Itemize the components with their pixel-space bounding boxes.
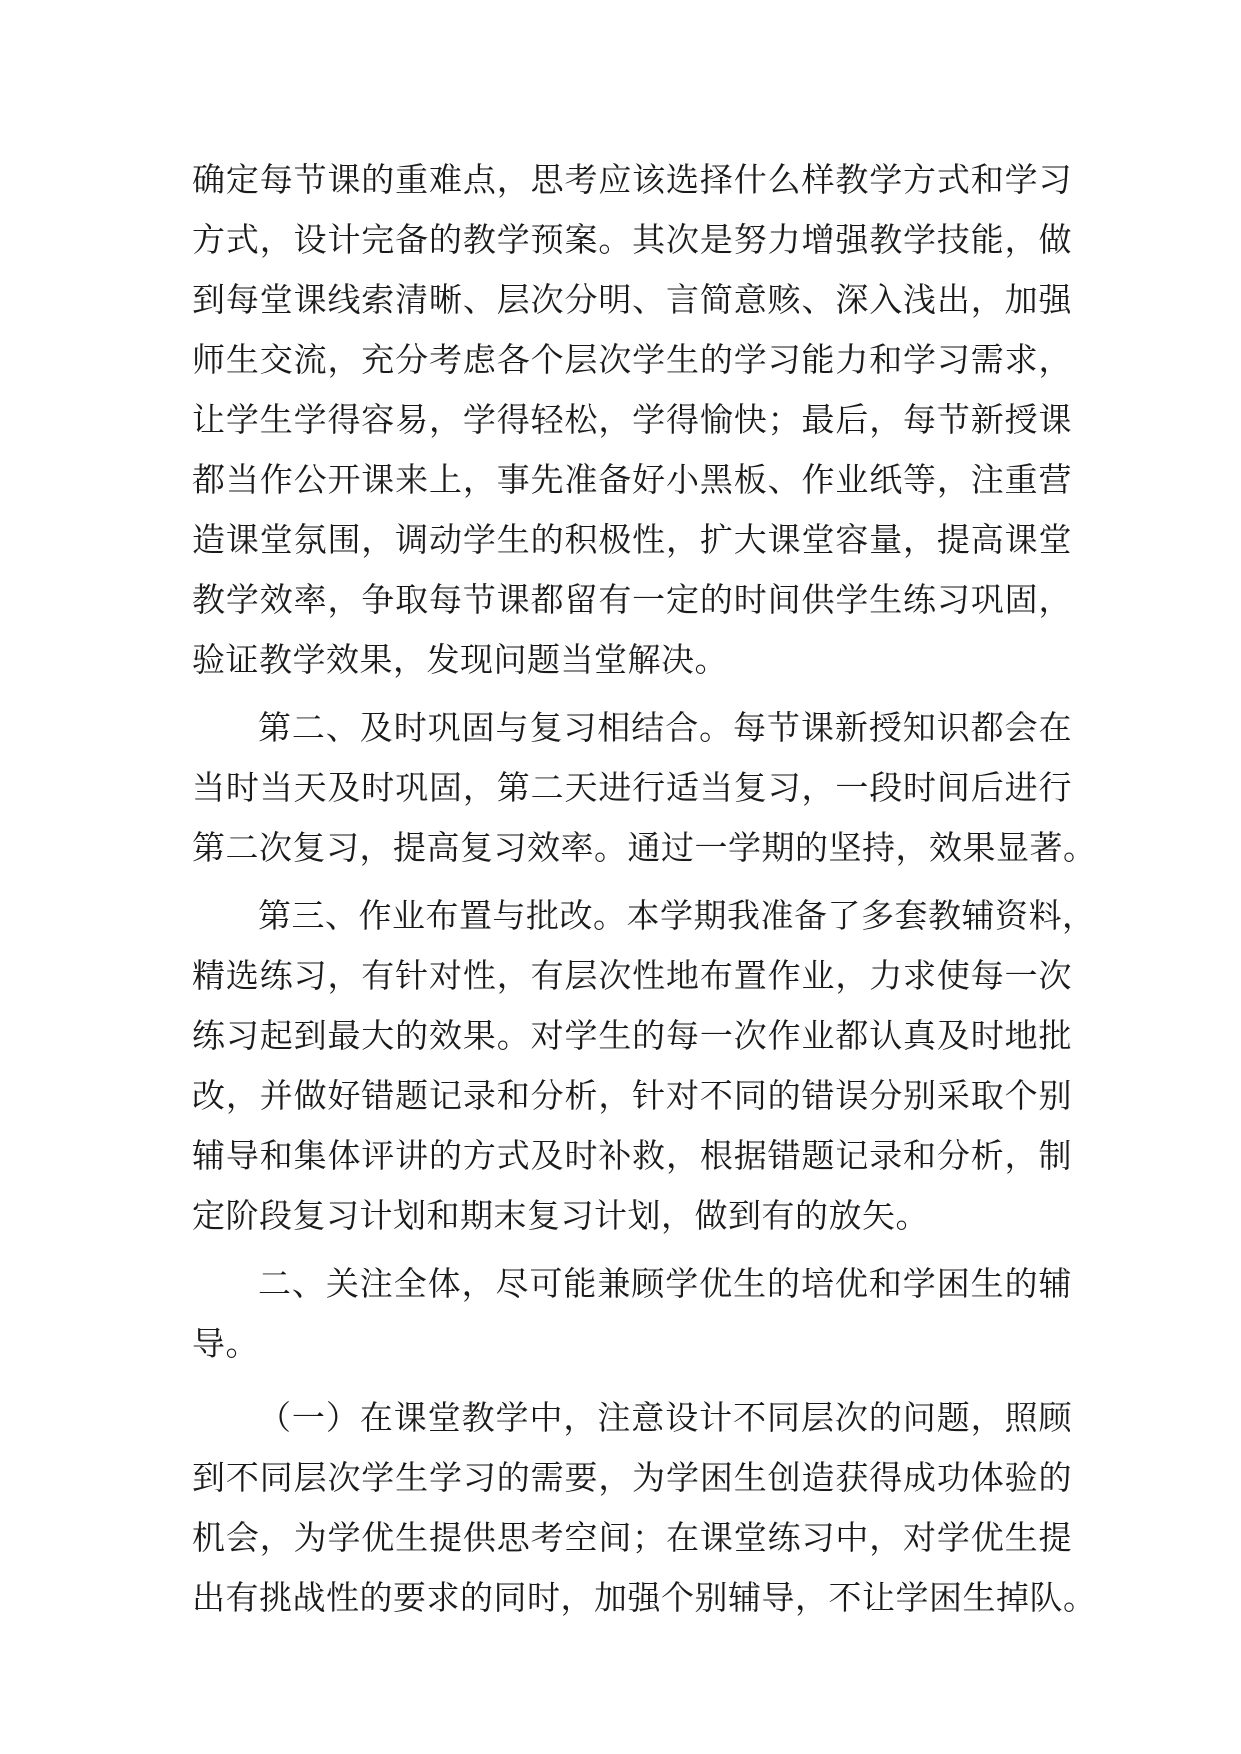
text-line: 都当作公开课来上，事先准备好小黑板、作业纸等，注重营 bbox=[192, 460, 1072, 499]
section-heading-two bbox=[192, 1254, 1072, 1374]
text-line: 改，并做好错题记录和分析，针对不同的错误分别采取个别 bbox=[192, 1076, 1072, 1115]
text-line: 到每堂课线索清晰、层次分明、言简意赅、深入浅出，加强 bbox=[192, 280, 1072, 319]
paragraph-homework bbox=[192, 886, 1096, 1246]
text-line: 二、关注全体，尽可能兼顾学优生的培优和学困生的辅 bbox=[258, 1264, 1072, 1303]
text-line: 精选练习，有针对性，有层次性地布置作业，力求使每一次 bbox=[192, 956, 1072, 995]
text-line: 确定每节课的重难点，思考应该选择什么样教学方式和学习 bbox=[192, 160, 1072, 199]
text-line: 让学生学得容易，学得轻松，学得愉快；最后，每节新授课 bbox=[192, 400, 1072, 439]
text-line: 当时当天及时巩固，第二天进行适当复习，一段时间后进行 bbox=[192, 768, 1072, 807]
text-line: 造课堂氛围，调动学生的积极性，扩大课堂容量，提高课堂 bbox=[192, 520, 1072, 559]
text-line: 导。 bbox=[192, 1324, 259, 1363]
paragraph-consolidation bbox=[192, 698, 1097, 878]
text-line: 练习起到最大的效果。对学生的每一次作业都认真及时地批 bbox=[192, 1016, 1072, 1055]
text-line: 定阶段复习计划和期末复习计划，做到有的放矢。 bbox=[192, 1196, 929, 1235]
text-line: 方式，设计完备的教学预案。其次是努力增强教学技能，做 bbox=[192, 220, 1072, 259]
paragraph-classroom-levels bbox=[192, 1388, 1097, 1628]
text-line: 第三、作业布置与批改。本学期我准备了多套教辅资料， bbox=[258, 896, 1096, 935]
text-line: （一）在课堂教学中，注意设计不同层次的问题，照顾 bbox=[258, 1398, 1072, 1437]
text-line: 验证教学效果，发现问题当堂解决。 bbox=[192, 640, 728, 679]
text-line: 出有挑战性的要求的同时，加强个别辅导，不让学困生掉队。 bbox=[192, 1578, 1097, 1617]
text-line: 第二、及时巩固与复习相结合。每节课新授知识都会在 bbox=[258, 708, 1072, 747]
text-line: 到不同层次学生学习的需要，为学困生创造获得成功体验的 bbox=[192, 1458, 1072, 1497]
text-line: 第二次复习，提高复习效率。通过一学期的坚持，效果显著。 bbox=[192, 828, 1097, 867]
text-line: 机会，为学优生提供思考空间；在课堂练习中，对学优生提 bbox=[192, 1518, 1072, 1557]
text-line: 师生交流，充分考虑各个层次学生的学习能力和学习需求， bbox=[192, 340, 1072, 379]
body-text bbox=[192, 150, 1097, 1628]
text-line: 辅导和集体评讲的方式及时补救，根据错题记录和分析，制 bbox=[192, 1136, 1072, 1175]
text-line: 教学效率，争取每节课都留有一定的时间供学生练习巩固， bbox=[192, 580, 1072, 619]
paragraph-teaching-prep bbox=[192, 150, 1072, 690]
